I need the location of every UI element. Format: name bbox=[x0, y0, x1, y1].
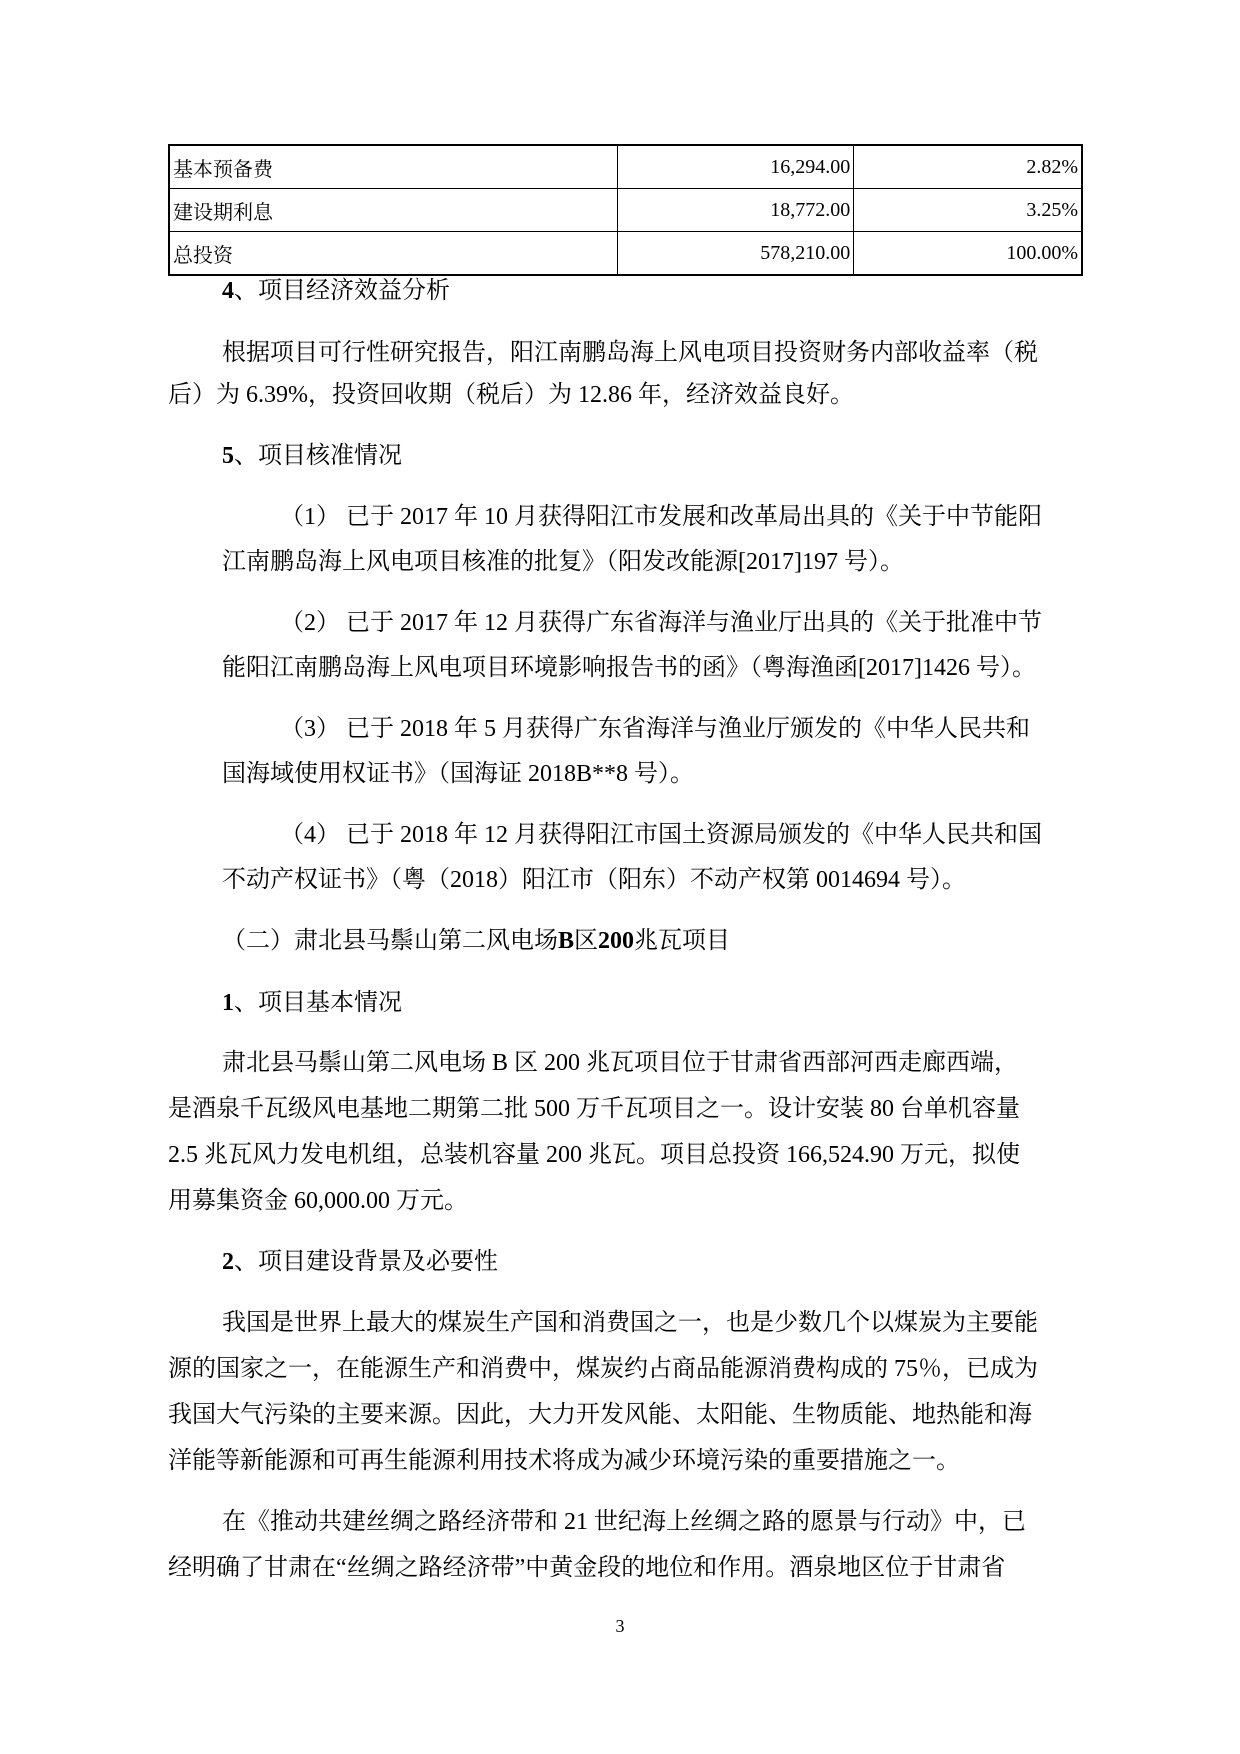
section-4-line: 后）为 6.39%，投资回收期（税后）为 12.86 年，经济效益良好。 bbox=[168, 382, 854, 408]
heading-text: 、项目基本情况 bbox=[234, 990, 402, 1016]
heading-number: 2 bbox=[222, 1249, 234, 1275]
investment-table bbox=[168, 144, 1083, 276]
approval-item-line: （1） 已于 2017 年 10 月获得阳江市发展和改革局出具的《关于中节能阳 bbox=[280, 504, 1042, 530]
table-cell-ratio: 2.82% bbox=[854, 145, 1082, 189]
part-2-title: （二）肃北县马鬃山第二风电场B区200兆瓦项目 bbox=[222, 928, 731, 954]
approval-item-line: 不动产权证书》（粤（2018）阳江市（阳东）不动产权第 0014694 号）。 bbox=[222, 867, 966, 893]
page-number: 3 bbox=[615, 1616, 625, 1636]
table-cell-name: 总投资 bbox=[169, 232, 618, 276]
approval-item-line: 能阳江南鹏岛海上风电项目环境影响报告书的函》（粤海渔函[2017]1426 号）。 bbox=[222, 655, 1036, 681]
section-1-line: 是酒泉千瓦级风电基地二期第二批 500 万千瓦项目之一。设计安装 80 台单机容量 bbox=[168, 1096, 1020, 1122]
heading-number: 5 bbox=[222, 443, 234, 469]
table-cell-name: 基本预备费 bbox=[169, 145, 618, 189]
table-cell-name: 建设期利息 bbox=[169, 189, 618, 232]
section-1-heading bbox=[222, 988, 1084, 1018]
section-2-line: 源的国家之一，在能源生产和消费中，煤炭约占商品能源消费构成的 75％，已成为 bbox=[168, 1356, 1038, 1382]
approval-item-line: （4） 已于 2018 年 12 月获得阳江市国土资源局颁发的《中华人民共和国 bbox=[280, 822, 1042, 848]
approval-item-line: （2） 已于 2017 年 12 月获得广东省海洋与渔业厅出具的《关于批准中节 bbox=[280, 610, 1042, 636]
table-row bbox=[169, 189, 1082, 232]
table-cell-ratio: 3.25% bbox=[854, 189, 1082, 232]
section-1-line: 2.5 兆瓦风力发电机组，总装机容量 200 兆瓦。项目总投资 166,524.90 万元，拟使 bbox=[168, 1142, 1020, 1168]
section-2-line: 洋能等新能源和可再生能源利用技术将成为减少环境污染的重要措施之一。 bbox=[168, 1448, 960, 1474]
heading-number: 4 bbox=[222, 278, 234, 304]
section-4-heading bbox=[222, 276, 1084, 306]
table-cell-amount: 578,210.00 bbox=[618, 232, 854, 276]
table-cell-ratio: 100.00% bbox=[854, 232, 1082, 276]
heading-text: 、项目经济效益分析 bbox=[234, 278, 450, 304]
heading-number: 1 bbox=[222, 990, 234, 1016]
approval-item-line: 国海域使用权证书》（国海证 2018B**8 号）。 bbox=[222, 761, 695, 787]
section-2-line: 我国是世界上最大的煤炭生产国和消费国之一，也是少数几个以煤炭为主要能 bbox=[222, 1310, 1038, 1336]
table-cell-amount: 18,772.00 bbox=[618, 189, 854, 232]
approval-item-line: 江南鹏岛海上风电项目核准的批复》（阳发改能源[2017]197 号）。 bbox=[222, 549, 904, 575]
table-row bbox=[169, 145, 1082, 189]
section-4-line: 根据项目可行性研究报告，阳江南鹏岛海上风电项目投资财务内部收益率（税 bbox=[222, 340, 1038, 366]
section-2-line: 我国大气污染的主要来源。因此，大力开发风能、太阳能、生物质能、地热能和海 bbox=[168, 1402, 1032, 1428]
section-2-line: 经明确了甘肃在“丝绸之路经济带”中黄金段的地位和作用。酒泉地区位于甘肃省 bbox=[168, 1555, 1006, 1581]
section-5-heading bbox=[222, 441, 1084, 471]
section-2-heading bbox=[222, 1247, 1084, 1277]
section-1-line: 肃北县马鬃山第二风电场 B 区 200 兆瓦项目位于甘肃省西部河西走廊西端， bbox=[222, 1050, 1019, 1076]
approval-item-line: （3） 已于 2018 年 5 月获得广东省海洋与渔业厅颁发的《中华人民共和 bbox=[280, 716, 1030, 742]
heading-text: 、项目核准情况 bbox=[234, 443, 402, 469]
heading-text: 、项目建设背景及必要性 bbox=[234, 1249, 498, 1275]
table-row bbox=[169, 232, 1082, 276]
section-1-line: 用募集资金 60,000.00 万元。 bbox=[168, 1188, 468, 1214]
table-cell-amount: 16,294.00 bbox=[618, 145, 854, 189]
section-2-line: 在《推动共建丝绸之路经济带和 21 世纪海上丝绸之路的愿景与行动》中，已 bbox=[222, 1509, 1026, 1535]
